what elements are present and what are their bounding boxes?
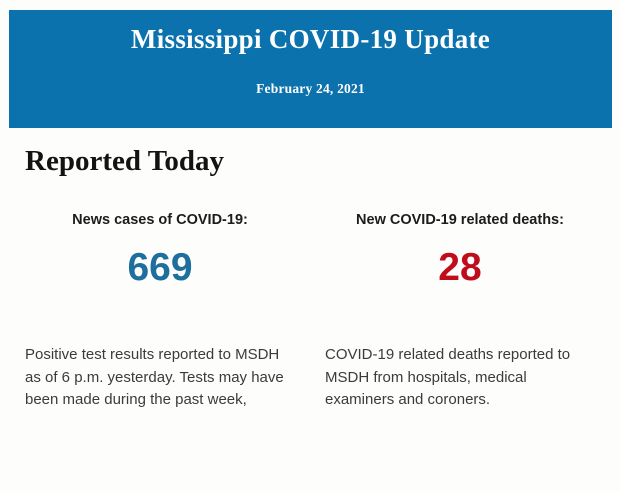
stats-grid xyxy=(25,212,595,412)
stat-new-deaths xyxy=(325,212,595,412)
section-title: Reported Today xyxy=(25,145,225,177)
stat-new-cases-label: News cases of COVID-19: xyxy=(72,212,248,228)
stat-new-deaths-label: New COVID-19 related deaths: xyxy=(356,212,564,228)
stat-new-deaths-value: 28 xyxy=(438,246,482,289)
page-title: Mississippi COVID-19 Update xyxy=(130,24,491,54)
stat-new-cases-description: Positive test results reported to MSDH as of 6 p.m. yesterday. Tests may have been made during the past week, xyxy=(25,346,284,408)
header-date: February 24, 2021 xyxy=(256,81,365,96)
stat-new-cases-value: 669 xyxy=(127,246,193,289)
main-content xyxy=(0,145,620,412)
stat-new-cases xyxy=(25,212,295,412)
covid-update-card xyxy=(0,10,620,412)
header-banner xyxy=(9,10,612,128)
stat-new-deaths-description: COVID-19 related deaths reported to MSDH from hospitals, medical examiners and coroners. xyxy=(325,346,571,408)
